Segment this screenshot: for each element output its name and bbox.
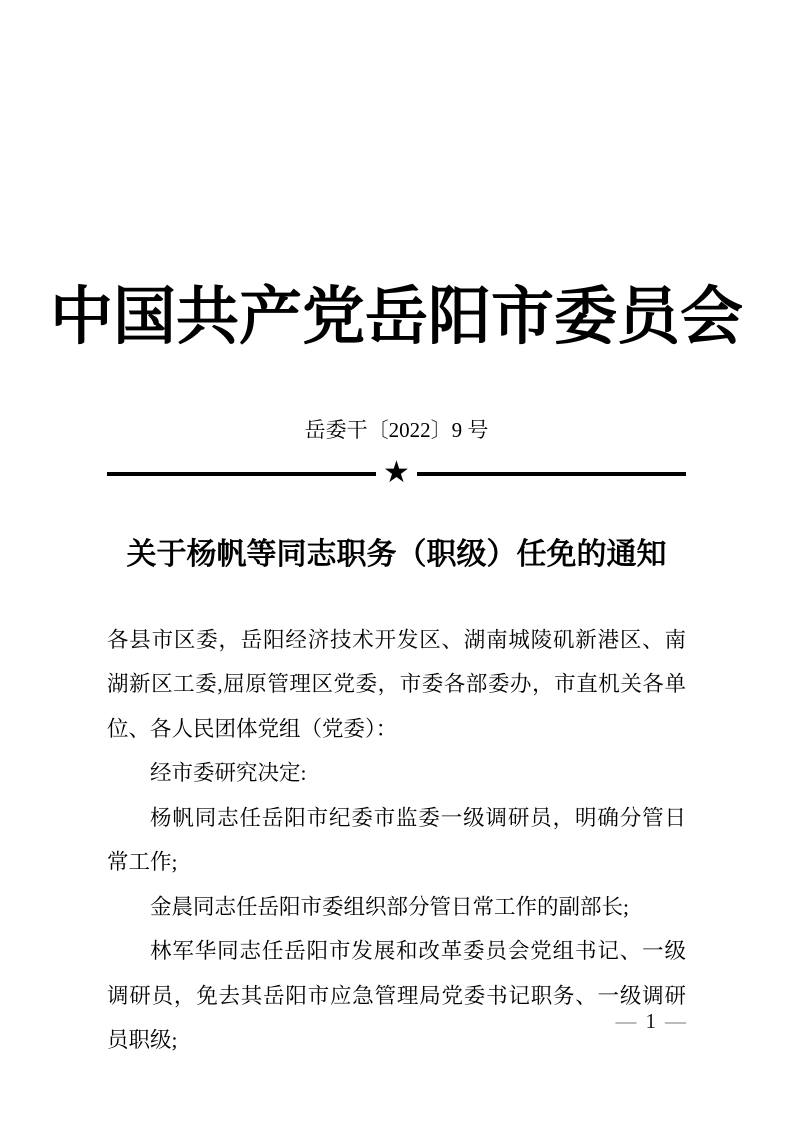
notice-paragraph: 经市委研究决定: bbox=[150, 761, 307, 786]
page-number-right-dash: — bbox=[665, 1009, 686, 1033]
page-number-left-dash: — bbox=[615, 1009, 637, 1033]
organization-title: 中国共产党岳阳市委员会 bbox=[50, 282, 743, 352]
page-number-value: 1 bbox=[645, 1009, 656, 1033]
star-icon: ★ bbox=[383, 455, 410, 489]
document-header bbox=[0, 280, 793, 489]
divider-rule-left bbox=[107, 472, 376, 476]
divider-rule-right bbox=[417, 472, 686, 476]
notice-paragraph: 林军华同志任岳阳市发展和改革委员会党组书记、一级调研员，免去其岳阳市应急管理局党委书记职务、一级调研员职级; bbox=[107, 939, 686, 1053]
document-main bbox=[0, 535, 793, 1063]
notice-paragraph: 金晨同志任岳阳市委组织部分管日常工作的副部长; bbox=[150, 894, 629, 919]
star-divider bbox=[107, 455, 686, 489]
notice-paragraph: 杨帆同志任岳阳市纪委市监委一级调研员，明确分管日常工作; bbox=[107, 805, 686, 875]
document-number: 岳委干〔2022〕9 号 bbox=[304, 417, 489, 442]
notice-body bbox=[107, 618, 686, 1063]
page-number bbox=[616, 1011, 687, 1032]
notice-subject: 关于杨帆等同志职务（职级）任免的通知 bbox=[126, 537, 667, 571]
notice-paragraph: 各县市区委，岳阳经济技术开发区、湖南城陵矶新港区、南湖新区工委,屈原管理区党委，市委各部委办，市直机关各单位、各人民团体党组（党委）： bbox=[107, 627, 686, 741]
